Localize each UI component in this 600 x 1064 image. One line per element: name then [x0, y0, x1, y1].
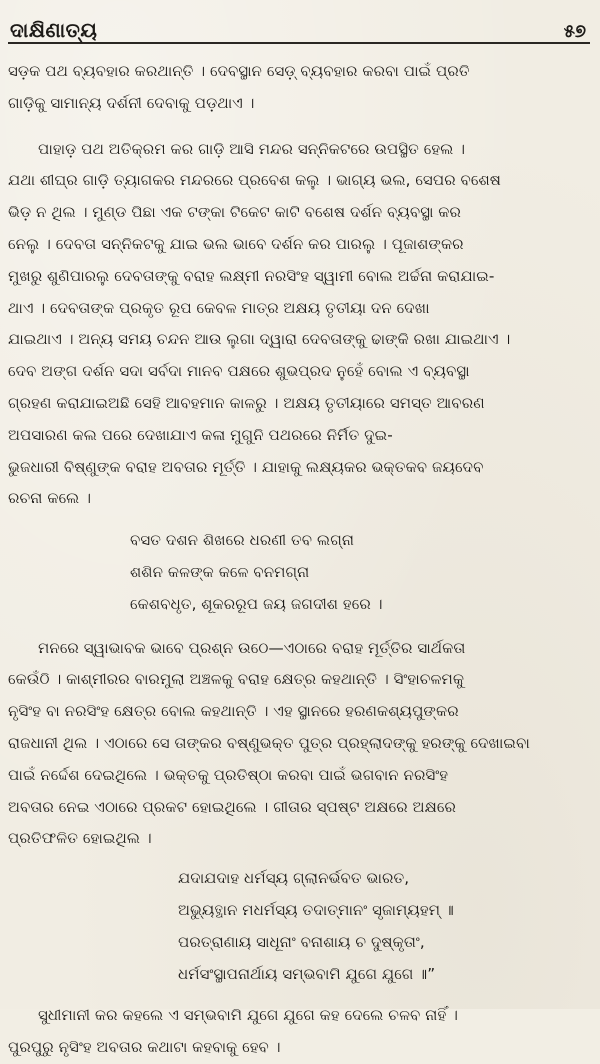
paragraph-3: ମନରେ ସ୍ୱାଭାବକ ଭାବେ ପ୍ରଶ୍ନ ଉଠେ—ଏଠାରେ ବରାହ ମୂର୍ତ୍ତିର ସାର୍ଥକତା କେଉଁଠି । କାଶ୍ମୀରର ବାରମୁଲା ଅଞ୍ଚଳକୁ ବରାହ କ୍ଷେତ୍ର କହଥାନ୍ତି । ସିଂହାଚଳମକୁ ନୃସିଂହ ବା ନରସିଂହ କ୍ଷେତ୍ର ବୋଲ କହଥାନ୍ତି । ଏହ ସ୍ଥାନରେ ହରଣକଶ୍ୟପୁଙ୍କର ରାଜଧାନୀ ଥିଲ । ଏଠାରେ ସେ ତାଙ୍କର ବଷ୍ଣୁଭକ୍ତ ପୁତ୍ର ପ୍ରହ୍ଲାଦଙ୍କୁ ହରଙ୍କୁ ଦେଖାଇବା ପାଇଁ ନର୍ଦ୍ଦେଶ ଦେଇଥିଲେ । ଭକ୍ତକୁ ପ୍ରତିଷ୍ଠା କରବା ପାଇଁ ଭଗବାନ ନରସିଂହ ଅବତାର ନେଇ ଏଠାରେ ପ୍ରକଟ ହୋଇଥିଲେ । ଗୀତାର ସ୍ପଷ୍ଟ ଅକ୍ଷରେ ଅକ୍ଷରେ ପ୍ରତିଫଳିତ ହୋଇଥିଲ ।	[8, 638, 530, 848]
page-number: ୫୭	[563, 21, 586, 42]
page-header	[8, 8, 590, 44]
verse-jayadeva: ବସତ ଦଶନ ଶିଖରେ ଧରଣୀ ତବ ଲଗ୍ନା ଶଶିନ କଳଙ୍କ କଳେ ବନମଗ୍ନା କେଶବଧୃତ, ଶୂକରରୂପ ଜୟ ଜଗଦୀଶ ହରେ ।	[130, 531, 383, 613]
paragraph-4: ସୁଧୀମାନୀ କର କହଲେ ଏ ସମ୍ଭବାମି ଯୁଗେ ଯୁଗେ କହ ଦେଲେ ଚଳବ ନାହିଁ । ପୁରପୁରୁ ନୃସିଂହ ଅବତାର କଥାଟା କହବାକୁ ହେବ ।	[8, 1006, 458, 1057]
verse-gita: ଯଦାଯଦାହ ଧର୍ମସ୍ୟ ଗ୍ଲାନର୍ଭବତ ଭାରତ, ଅଭ୍ୟୁତ୍ଥାନ ମଧର୍ମସ୍ୟ ତଦାତ୍ମାନଂ ସୃଜାମ୍ୟହମ୍ ॥ ପରତ୍ରାଣାୟ ସାଧୂନାଂ ବନାଶାୟ ଚ ଦୁଷ୍କୃତାଂ, ଧର୍ମସଂସ୍ଥାପନାର୍ଥାୟ ସମ୍ଭବାମି ଯୁଗେ ଯୁଗେ ॥”	[178, 869, 454, 983]
paragraph-2: ପାହାଡ଼ ପଥ ଅତିକ୍ରମ କର ଗାଡ଼ି ଆସି ମନ୍ଦର ସନ୍ନିକଟରେ ଉପସ୍ଥିତ ହେଲ । ଯଥା ଶୀଘ୍ର ଗାଡ଼ି ତ୍ୟାଗକର ମନ୍ଦରରେ ପ୍ରବେଶ କଲୁ । ଭାଗ୍ୟ ଭଲ, ସେପର ବଶେଷ ଭିଡ଼ ନ ଥିଲ । ମୁଣ୍ଡ ପିଛା ଏକ ଟଙ୍କା ଟିକେଟ କାଟି ବଶେଷ ଦର୍ଶନ ବ୍ୟବସ୍ଥା କର ନେଲୁ । ଦେବତା ସନ୍ନିକଟକୁ ଯାଇ ଭଲ ଭାବେ ଦର୍ଶନ କର ପାରଲୁ । ପୂଜାଶଙ୍କର ମୁଖରୁ ଶୁଣିପାରଲୁ ଦେବତାଙ୍କୁ ବରାହ ଲକ୍ଷ୍ମୀ ନରସିଂହ ସ୍ୱାମୀ ବୋଲ ଅର୍ଚ୍ଚନା କରାଯାଇ- ଥାଏ । ଦେବତାଙ୍କ ପ୍ରକୃତ ରୂପ କେବଳ ମାତ୍ର ଅକ୍ଷୟ ତୃତୀୟା ଦନ ଦେଖା ଯାଇଥାଏ । ଅନ୍ୟ ସମୟ ଚନ୍ଦନ ଆଉ ଲୁଗା ଦ୍ୱାରା ଦେବତାଙ୍କୁ ଢାଙ୍କି ରଖା ଯାଇଥାଏ । ଦେବ ଅଙ୍ଗ ଦର୍ଶନ ସଦା ସର୍ବଦା ମାନବ ପକ୍ଷରେ ଶୁଭପ୍ରଦ ନୁହେଁ ବୋଲ ଏ ବ୍ୟବସ୍ଥା ଗ୍ରହଣ କରାଯାଇଅଛି ସେହି ଆବହମାନ କାଳରୁ । ଅକ୍ଷୟ ତୃତୀୟାରେ ସମସ୍ତ ଆବରଣ ଅପସାରଣ କଲ ପରେ ଦେଖାଯାଏ କଳା ମୁଗୁନି ପଥରରେ ନିର୍ମିତ ଦୁଇ- ଭୁଜଧାରୀ ବିଷ୍ଣୁଙ୍କ ବରାହ ଅବତାର ମୂର୍ତ୍ତି । ଯାହାକୁ ଲକ୍ଷ୍ୟକର ଭକ୍ତକବ ଜୟଦେବ ରଚନା କଲେ ।	[8, 139, 511, 508]
running-title: ଦାକ୍ଷିଣାତ୍ୟ	[10, 18, 98, 42]
paragraph-1: ସଡ଼କ ପଥ ବ୍ୟବହାର କରଥାନ୍ତି । ଦେବସ୍ଥାନ ସେଡ଼୍ ବ୍ୟବହାର କରବା ପାଇଁ ପ୍ରତି ଗାଡ଼ିକୁ ସାମାନ୍ୟ ଦର୍ଶନୀ ଦେବାକୁ ପଡ଼ଥାଏ ।	[8, 62, 470, 112]
